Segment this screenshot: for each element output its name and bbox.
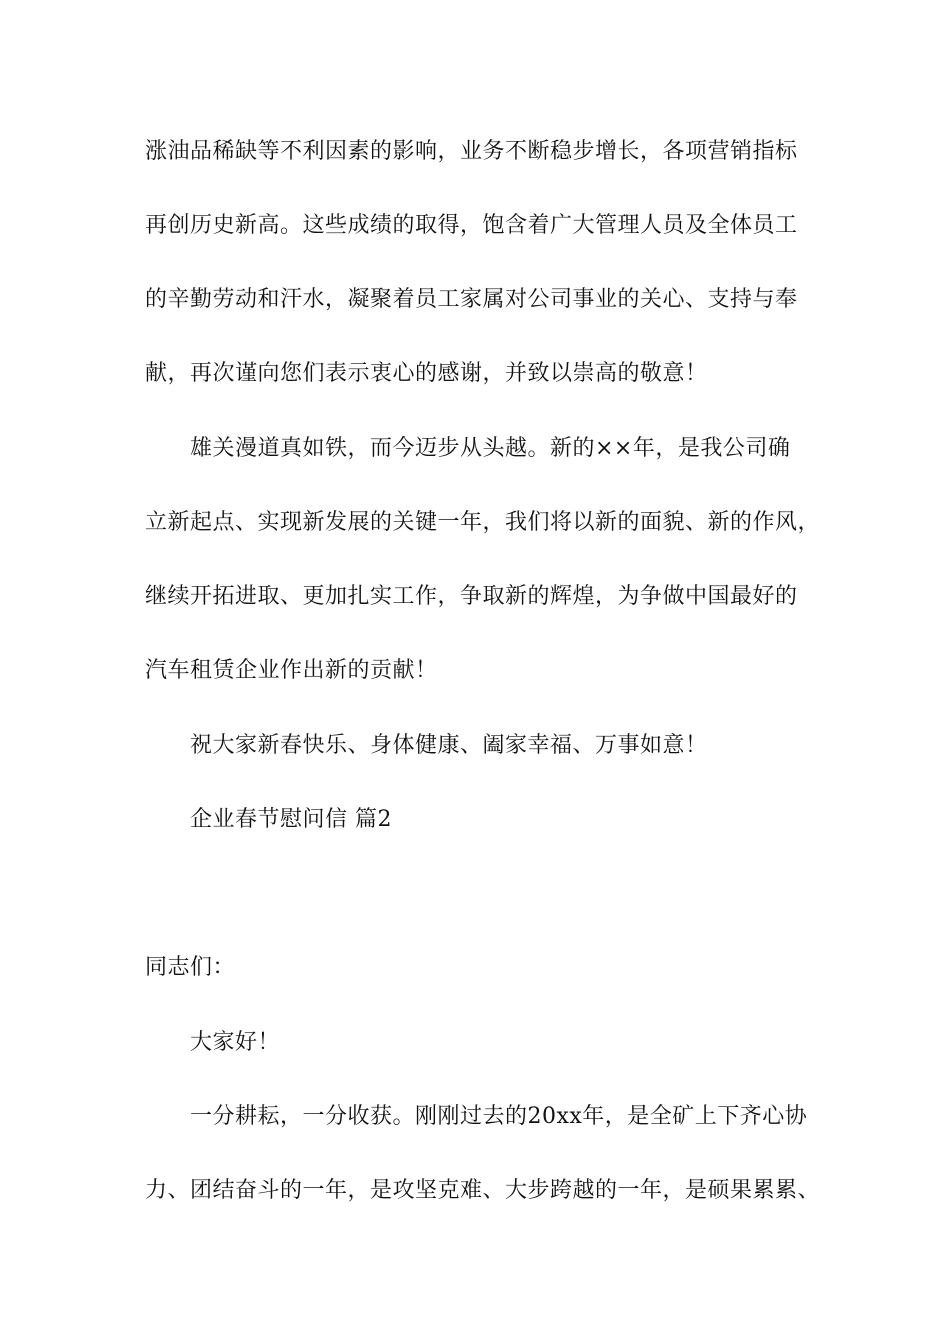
paragraph-line: 汽车租赁企业作出新的贡献！ <box>145 658 438 683</box>
paragraph-line: 立新起点、实现新发展的关键一年，我们将以新的面貌、新的作风， <box>145 510 821 535</box>
paragraph-line: 涨油品稀缺等不利因素的影响，业务不断稳步增长，各项营销指标 <box>145 139 798 164</box>
greeting-line: 祝大家新春快乐、身体健康、阖家幸福、万事如意！ <box>190 733 708 758</box>
salutation: 同志们： <box>145 955 236 980</box>
paragraph-line: 雄关漫道真如铁，而今迈步从头越。新的××年，是我公司确 <box>190 436 791 461</box>
paragraph-line: 献，再次谨向您们表示衷心的感谢，并致以崇高的敬意！ <box>145 361 708 386</box>
greeting-line: 大家好！ <box>190 1030 281 1055</box>
paragraph-line: 力、团结奋斗的一年，是攻坚克难、大步跨越的一年，是硕果累累、 <box>145 1178 821 1203</box>
paragraph-line: 再创历史新高。这些成绩的取得，饱含着广大管理人员及全体员工 <box>145 213 798 238</box>
paragraph-line: 的辛勤劳动和汗水，凝聚着员工家属对公司事业的关心、支持与奉 <box>145 287 798 312</box>
paragraph-line: 继续开拓进取、更加扎实工作，争取新的辉煌，为争做中国最好的 <box>145 584 798 609</box>
paragraph-line: 一分耕耘，一分收获。刚刚过去的20xx年，是全矿上下齐心协 <box>190 1104 808 1129</box>
section-heading: 企业春节慰问信 篇2 <box>190 807 392 832</box>
